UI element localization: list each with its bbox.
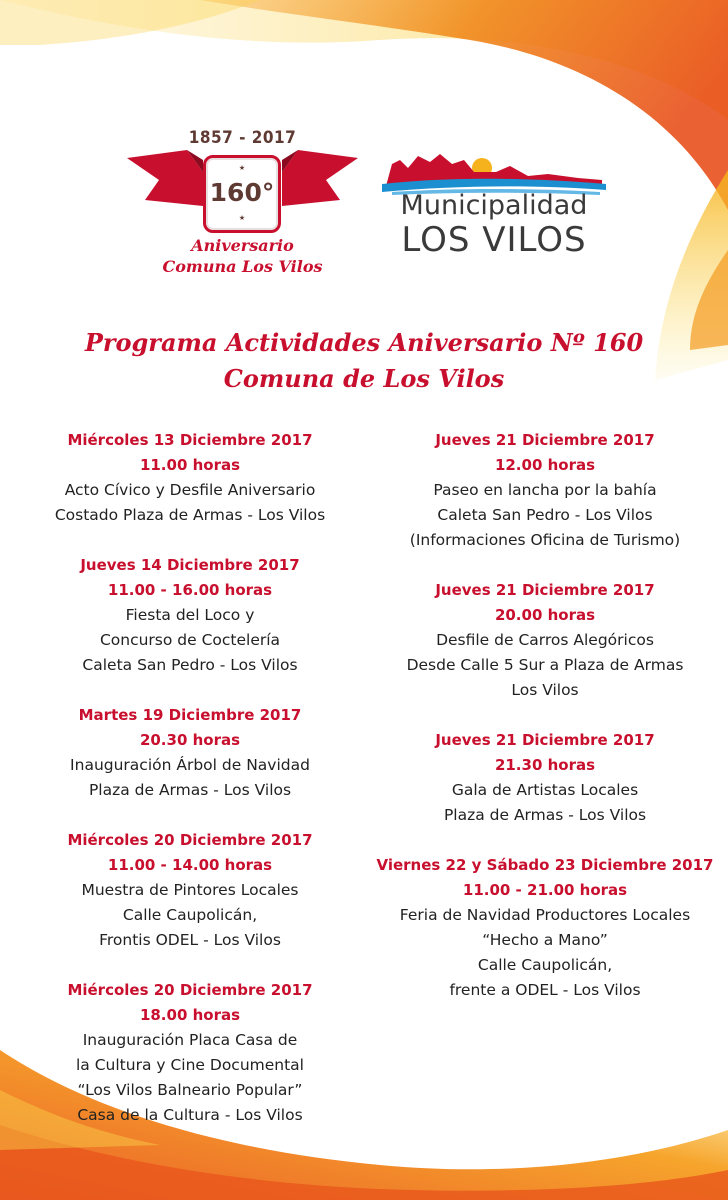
seal-line-comuna: Comuna Los Vilos (162, 257, 323, 276)
event-item (365, 728, 725, 828)
event-description-line: Feria de Navidad Productores Locales (399, 906, 691, 924)
event-description-line: la Cultura y Cine Documental (75, 1056, 304, 1074)
event-time: 11.00 - 14.00 horas (107, 856, 273, 874)
event-date: Miércoles 20 Diciembre 2017 (67, 981, 313, 999)
event-description-line: Calle Caupolicán, (477, 956, 613, 974)
event-item (20, 553, 360, 678)
event-time: 12.00 horas (494, 456, 596, 474)
event-description-line: Paseo en lancha por la bahía (433, 481, 657, 499)
event-item (20, 703, 360, 803)
event-description-line: Inauguración Placa Casa de (82, 1031, 298, 1049)
event-description-line: Plaza de Armas - Los Vilos (443, 806, 647, 824)
event-description-line: Muestra de Pintores Locales (81, 881, 299, 899)
event-time: 20.00 horas (494, 606, 596, 624)
municipality-word: Municipalidad (400, 190, 588, 221)
title-line-1: Programa Actividades Aniversario Nº 160 (84, 328, 644, 357)
event-description-line: Casa de la Cultura - Los Vilos (77, 1106, 303, 1124)
program-title (0, 325, 728, 397)
anniversary-seal (125, 120, 360, 290)
event-description-line: “Hecho a Mano” (482, 931, 608, 949)
events-column-left (20, 428, 360, 1153)
events-column-right (365, 428, 725, 1028)
event-description-line: Plaza de Armas - Los Vilos (88, 781, 292, 799)
event-description-line: Inauguración Árbol de Navidad (70, 756, 310, 774)
event-time: 11.00 - 21.00 horas (462, 881, 628, 899)
event-time: 18.00 horas (139, 1006, 241, 1024)
event-date: Miércoles 13 Diciembre 2017 (67, 431, 313, 449)
event-description-line: Caleta San Pedro - Los Vilos (82, 656, 298, 674)
event-description-line: Gala de Artistas Locales (451, 781, 639, 799)
seal-years: 1857 - 2017 (188, 128, 297, 148)
municipality-logo (378, 150, 610, 265)
event-description-line: “Los Vilos Balneario Popular” (77, 1081, 303, 1099)
event-time: 11.00 - 16.00 horas (107, 581, 273, 599)
event-description-line: Costado Plaza de Armas - Los Vilos (54, 506, 326, 524)
title-line-2: Comuna de Los Vilos (223, 364, 505, 393)
event-date: Jueves 14 Diciembre 2017 (80, 556, 300, 574)
event-time: 20.30 horas (139, 731, 241, 749)
event-description-line: Acto Cívico y Desfile Aniversario (64, 481, 316, 499)
event-description-line: Fiesta del Loco y (125, 606, 255, 624)
event-item (20, 428, 360, 528)
event-description-line: (Informaciones Oficina de Turismo) (409, 531, 681, 549)
star-icon: ★ (238, 214, 246, 222)
event-date: Viernes 22 y Sábado 23 Diciembre 2017 (376, 856, 714, 874)
event-item (365, 578, 725, 703)
event-description-line: Frontis ODEL - Los Vilos (99, 931, 281, 949)
skyline-wave-icon (378, 150, 610, 195)
event-date: Miércoles 20 Diciembre 2017 (67, 831, 313, 849)
event-item (365, 853, 725, 1003)
seal-line-aniversario: Aniversario (191, 236, 294, 255)
event-item (365, 428, 725, 553)
event-time: 21.30 horas (494, 756, 596, 774)
star-icon: ★ (238, 164, 246, 172)
seal-badge (203, 155, 281, 233)
event-description-line: frente a ODEL - Los Vilos (449, 981, 641, 999)
event-time: 11.00 horas (139, 456, 241, 474)
event-date: Jueves 21 Diciembre 2017 (435, 431, 655, 449)
event-description-line: Los Vilos (511, 681, 579, 699)
event-date: Jueves 21 Diciembre 2017 (435, 581, 655, 599)
event-item (20, 828, 360, 953)
event-description-line: Calle Caupolicán, (122, 906, 258, 924)
event-description-line: Desde Calle 5 Sur a Plaza de Armas (406, 656, 684, 674)
event-description-line: Concurso de Coctelería (99, 631, 281, 649)
seal-number: 160° (209, 178, 275, 207)
event-date: Martes 19 Diciembre 2017 (78, 706, 302, 724)
event-date: Jueves 21 Diciembre 2017 (435, 731, 655, 749)
municipality-city: LOS VILOS (401, 220, 587, 260)
event-description-line: Desfile de Carros Alegóricos (436, 631, 654, 649)
event-item (20, 978, 360, 1128)
event-description-line: Caleta San Pedro - Los Vilos (437, 506, 653, 524)
